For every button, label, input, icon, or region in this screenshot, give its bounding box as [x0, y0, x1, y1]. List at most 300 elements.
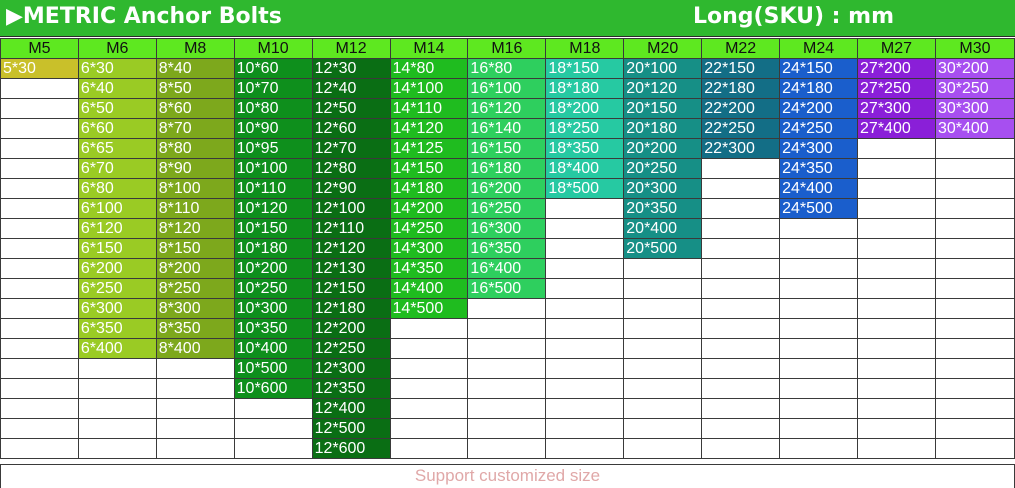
size-cell-m12: 12*90	[312, 179, 390, 199]
table-row	[1, 239, 1015, 259]
empty-cell	[624, 259, 702, 279]
size-cell-m24: 24*350	[780, 159, 858, 179]
size-cell-m12: 12*120	[312, 239, 390, 259]
empty-cell	[1, 99, 79, 119]
size-cell-m12: 12*30	[312, 59, 390, 79]
column-header-m16: M16	[468, 39, 546, 59]
size-cell-m20: 20*350	[624, 199, 702, 219]
size-cell-m18: 18*350	[546, 139, 624, 159]
column-header-m10: M10	[234, 39, 312, 59]
size-cell-m12: 12*200	[312, 319, 390, 339]
size-cell-m30: 30*250	[935, 79, 1014, 99]
empty-cell	[702, 399, 780, 419]
empty-cell	[780, 299, 858, 319]
size-cell-m8: 8*150	[156, 239, 234, 259]
size-cell-m10: 10*100	[234, 159, 312, 179]
size-cell-m14: 14*200	[390, 199, 468, 219]
empty-cell	[935, 179, 1014, 199]
empty-cell	[1, 379, 79, 399]
size-cell-m10: 10*300	[234, 299, 312, 319]
size-cell-m10: 10*150	[234, 219, 312, 239]
empty-cell	[1, 359, 79, 379]
size-cell-m6: 6*250	[78, 279, 156, 299]
empty-cell	[156, 399, 234, 419]
empty-cell	[702, 159, 780, 179]
size-cell-m8: 8*350	[156, 319, 234, 339]
size-cell-m12: 12*50	[312, 99, 390, 119]
size-cell-m10: 10*350	[234, 319, 312, 339]
empty-cell	[780, 279, 858, 299]
size-cell-m14: 14*80	[390, 59, 468, 79]
table-row	[1, 419, 1015, 439]
size-cell-m14: 14*180	[390, 179, 468, 199]
size-cell-m8: 8*200	[156, 259, 234, 279]
empty-cell	[935, 139, 1014, 159]
size-cell-m20: 20*200	[624, 139, 702, 159]
size-cell-m12: 12*80	[312, 159, 390, 179]
empty-cell	[78, 359, 156, 379]
size-cell-m10: 10*60	[234, 59, 312, 79]
table-row	[1, 319, 1015, 339]
table-row	[1, 399, 1015, 419]
empty-cell	[780, 379, 858, 399]
size-cell-m24: 24*200	[780, 99, 858, 119]
size-cell-m12: 12*40	[312, 79, 390, 99]
size-cell-m6: 6*100	[78, 199, 156, 219]
size-cell-m8: 8*250	[156, 279, 234, 299]
empty-cell	[702, 439, 780, 459]
empty-cell	[546, 359, 624, 379]
empty-cell	[702, 179, 780, 199]
empty-cell	[935, 339, 1014, 359]
size-cell-m16: 16*80	[468, 59, 546, 79]
table-row	[1, 59, 1015, 79]
empty-cell	[1, 179, 79, 199]
size-cell-m18: 18*150	[546, 59, 624, 79]
empty-cell	[156, 439, 234, 459]
empty-cell	[858, 439, 936, 459]
empty-cell	[702, 319, 780, 339]
empty-cell	[468, 419, 546, 439]
size-cell-m24: 24*250	[780, 119, 858, 139]
size-cell-m20: 20*150	[624, 99, 702, 119]
empty-cell	[624, 299, 702, 319]
empty-cell	[78, 439, 156, 459]
empty-cell	[935, 299, 1014, 319]
empty-cell	[1, 419, 79, 439]
empty-cell	[858, 359, 936, 379]
size-cell-m6: 6*40	[78, 79, 156, 99]
empty-cell	[624, 359, 702, 379]
size-cell-m10: 10*120	[234, 199, 312, 219]
empty-cell	[858, 299, 936, 319]
empty-cell	[935, 359, 1014, 379]
table-row	[1, 339, 1015, 359]
size-cell-m12: 12*350	[312, 379, 390, 399]
column-header-m12: M12	[312, 39, 390, 59]
size-cell-m18: 18*500	[546, 179, 624, 199]
size-cell-m6: 6*50	[78, 99, 156, 119]
size-cell-m6: 6*120	[78, 219, 156, 239]
table-row	[1, 299, 1015, 319]
empty-cell	[624, 379, 702, 399]
empty-cell	[858, 239, 936, 259]
empty-cell	[780, 439, 858, 459]
size-cell-m20: 20*250	[624, 159, 702, 179]
empty-cell	[935, 219, 1014, 239]
empty-cell	[702, 239, 780, 259]
size-cell-m16: 16*100	[468, 79, 546, 99]
empty-cell	[702, 259, 780, 279]
size-cell-m10: 10*90	[234, 119, 312, 139]
empty-cell	[1, 219, 79, 239]
empty-cell	[546, 259, 624, 279]
empty-cell	[1, 299, 79, 319]
empty-cell	[468, 399, 546, 419]
empty-cell	[1, 399, 79, 419]
empty-cell	[468, 299, 546, 319]
size-cell-m16: 16*300	[468, 219, 546, 239]
empty-cell	[702, 299, 780, 319]
size-cell-m12: 12*60	[312, 119, 390, 139]
table-row	[1, 199, 1015, 219]
size-cell-m8: 8*80	[156, 139, 234, 159]
empty-cell	[1, 119, 79, 139]
anchor-bolt-table	[0, 38, 1015, 459]
empty-cell	[624, 339, 702, 359]
size-cell-m14: 14*350	[390, 259, 468, 279]
empty-cell	[546, 199, 624, 219]
size-cell-m27: 27*300	[858, 99, 936, 119]
size-cell-m30: 30*200	[935, 59, 1014, 79]
empty-cell	[858, 139, 936, 159]
empty-cell	[858, 199, 936, 219]
empty-cell	[546, 399, 624, 419]
empty-cell	[390, 339, 468, 359]
size-cell-m22: 22*150	[702, 59, 780, 79]
empty-cell	[702, 219, 780, 239]
size-cell-m5: 5*30	[1, 59, 79, 79]
table-row	[1, 79, 1015, 99]
column-header-m6: M6	[78, 39, 156, 59]
size-cell-m16: 16*500	[468, 279, 546, 299]
empty-cell	[468, 379, 546, 399]
empty-cell	[780, 399, 858, 419]
size-cell-m6: 6*30	[78, 59, 156, 79]
column-header-m24: M24	[780, 39, 858, 59]
empty-cell	[546, 299, 624, 319]
empty-cell	[1, 199, 79, 219]
table-row	[1, 359, 1015, 379]
empty-cell	[780, 259, 858, 279]
size-cell-m10: 10*70	[234, 79, 312, 99]
empty-cell	[1, 259, 79, 279]
empty-cell	[1, 339, 79, 359]
size-cell-m18: 18*250	[546, 119, 624, 139]
size-cell-m16: 16*180	[468, 159, 546, 179]
size-cell-m20: 20*500	[624, 239, 702, 259]
empty-cell	[858, 259, 936, 279]
size-cell-m6: 6*150	[78, 239, 156, 259]
empty-cell	[858, 399, 936, 419]
size-cell-m16: 16*400	[468, 259, 546, 279]
size-cell-m8: 8*110	[156, 199, 234, 219]
empty-cell	[546, 319, 624, 339]
size-cell-m16: 16*200	[468, 179, 546, 199]
table-row	[1, 139, 1015, 159]
customization-note: Support customized size	[0, 464, 1015, 488]
empty-cell	[78, 399, 156, 419]
size-cell-m14: 14*250	[390, 219, 468, 239]
column-header-m14: M14	[390, 39, 468, 59]
size-cell-m6: 6*70	[78, 159, 156, 179]
empty-cell	[780, 239, 858, 259]
size-cell-m10: 10*180	[234, 239, 312, 259]
size-cell-m6: 6*65	[78, 139, 156, 159]
empty-cell	[935, 259, 1014, 279]
empty-cell	[624, 439, 702, 459]
size-cell-m22: 22*300	[702, 139, 780, 159]
empty-cell	[858, 219, 936, 239]
size-cell-m6: 6*400	[78, 339, 156, 359]
size-cell-m22: 22*180	[702, 79, 780, 99]
size-cell-m20: 20*300	[624, 179, 702, 199]
column-header-m8: M8	[156, 39, 234, 59]
empty-cell	[935, 199, 1014, 219]
size-cell-m24: 24*400	[780, 179, 858, 199]
size-cell-m24: 24*500	[780, 199, 858, 219]
empty-cell	[546, 379, 624, 399]
size-cell-m16: 16*250	[468, 199, 546, 219]
size-cell-m24: 24*180	[780, 79, 858, 99]
table-row	[1, 439, 1015, 459]
empty-cell	[1, 279, 79, 299]
table-row	[1, 379, 1015, 399]
size-cell-m14: 14*300	[390, 239, 468, 259]
table-row	[1, 119, 1015, 139]
size-cell-m14: 14*500	[390, 299, 468, 319]
size-cell-m20: 20*180	[624, 119, 702, 139]
empty-cell	[546, 239, 624, 259]
empty-cell	[702, 339, 780, 359]
empty-cell	[935, 279, 1014, 299]
size-cell-m8: 8*90	[156, 159, 234, 179]
empty-cell	[858, 419, 936, 439]
empty-cell	[468, 319, 546, 339]
empty-cell	[702, 379, 780, 399]
size-cell-m6: 6*80	[78, 179, 156, 199]
size-cell-m8: 8*50	[156, 79, 234, 99]
empty-cell	[935, 159, 1014, 179]
size-cell-m14: 14*125	[390, 139, 468, 159]
empty-cell	[624, 399, 702, 419]
size-cell-m12: 12*180	[312, 299, 390, 319]
size-cell-m30: 30*400	[935, 119, 1014, 139]
size-cell-m12: 12*250	[312, 339, 390, 359]
empty-cell	[156, 379, 234, 399]
size-cell-m12: 12*110	[312, 219, 390, 239]
table-row	[1, 219, 1015, 239]
table-row	[1, 259, 1015, 279]
empty-cell	[546, 439, 624, 459]
size-cell-m8: 8*300	[156, 299, 234, 319]
size-cell-m14: 14*100	[390, 79, 468, 99]
size-cell-m16: 16*140	[468, 119, 546, 139]
empty-cell	[1, 139, 79, 159]
size-cell-m24: 24*300	[780, 139, 858, 159]
empty-cell	[390, 439, 468, 459]
empty-cell	[858, 319, 936, 339]
size-cell-m6: 6*300	[78, 299, 156, 319]
header-row	[1, 39, 1015, 59]
size-cell-m8: 8*120	[156, 219, 234, 239]
empty-cell	[1, 239, 79, 259]
size-cell-m10: 10*200	[234, 259, 312, 279]
column-header-m5: M5	[1, 39, 79, 59]
empty-cell	[546, 219, 624, 239]
empty-cell	[468, 439, 546, 459]
size-cell-m30: 30*300	[935, 99, 1014, 119]
empty-cell	[935, 399, 1014, 419]
size-cell-m6: 6*60	[78, 119, 156, 139]
title-divider	[0, 36, 1015, 37]
size-cell-m12: 12*600	[312, 439, 390, 459]
empty-cell	[935, 439, 1014, 459]
empty-cell	[624, 319, 702, 339]
empty-cell	[390, 419, 468, 439]
size-cell-m10: 10*500	[234, 359, 312, 379]
size-cell-m20: 20*100	[624, 59, 702, 79]
size-cell-m6: 6*350	[78, 319, 156, 339]
size-cell-m10: 10*110	[234, 179, 312, 199]
empty-cell	[1, 439, 79, 459]
empty-cell	[702, 359, 780, 379]
empty-cell	[234, 439, 312, 459]
empty-cell	[390, 319, 468, 339]
size-cell-m10: 10*600	[234, 379, 312, 399]
size-cell-m12: 12*130	[312, 259, 390, 279]
column-header-m20: M20	[624, 39, 702, 59]
empty-cell	[935, 379, 1014, 399]
empty-cell	[858, 179, 936, 199]
size-cell-m10: 10*80	[234, 99, 312, 119]
column-header-m27: M27	[858, 39, 936, 59]
column-header-m30: M30	[935, 39, 1014, 59]
empty-cell	[935, 319, 1014, 339]
empty-cell	[1, 319, 79, 339]
size-cell-m12: 12*500	[312, 419, 390, 439]
size-cell-m18: 18*200	[546, 99, 624, 119]
table-row	[1, 99, 1015, 119]
table-row	[1, 279, 1015, 299]
size-cell-m22: 22*200	[702, 99, 780, 119]
size-cell-m14: 14*110	[390, 99, 468, 119]
size-cell-m10: 10*400	[234, 339, 312, 359]
table-row	[1, 179, 1015, 199]
table-row	[1, 159, 1015, 179]
size-cell-m10: 10*95	[234, 139, 312, 159]
size-cell-m18: 18*180	[546, 79, 624, 99]
empty-cell	[78, 419, 156, 439]
title-bar	[0, 0, 1015, 36]
empty-cell	[1, 79, 79, 99]
size-cell-m27: 27*250	[858, 79, 936, 99]
size-cell-m10: 10*250	[234, 279, 312, 299]
size-cell-m27: 27*200	[858, 59, 936, 79]
unit-label: Long(SKU) : mm	[693, 4, 894, 29]
size-cell-m12: 12*300	[312, 359, 390, 379]
page-title: ▶METRIC Anchor Bolts	[6, 4, 282, 29]
empty-cell	[780, 339, 858, 359]
empty-cell	[1, 159, 79, 179]
empty-cell	[780, 419, 858, 439]
size-cell-m20: 20*120	[624, 79, 702, 99]
empty-cell	[858, 279, 936, 299]
empty-cell	[624, 279, 702, 299]
size-cell-m8: 8*70	[156, 119, 234, 139]
empty-cell	[858, 339, 936, 359]
empty-cell	[546, 279, 624, 299]
empty-cell	[468, 359, 546, 379]
column-header-m22: M22	[702, 39, 780, 59]
size-cell-m14: 14*150	[390, 159, 468, 179]
size-cell-m12: 12*400	[312, 399, 390, 419]
size-cell-m8: 8*400	[156, 339, 234, 359]
empty-cell	[935, 239, 1014, 259]
empty-cell	[702, 199, 780, 219]
empty-cell	[390, 399, 468, 419]
empty-cell	[858, 159, 936, 179]
size-cell-m27: 27*400	[858, 119, 936, 139]
empty-cell	[702, 419, 780, 439]
empty-cell	[234, 419, 312, 439]
empty-cell	[234, 399, 312, 419]
empty-cell	[546, 339, 624, 359]
size-cell-m12: 12*100	[312, 199, 390, 219]
size-cell-m24: 24*150	[780, 59, 858, 79]
column-header-m18: M18	[546, 39, 624, 59]
size-cell-m8: 8*40	[156, 59, 234, 79]
size-cell-m14: 14*120	[390, 119, 468, 139]
empty-cell	[935, 419, 1014, 439]
size-cell-m16: 16*350	[468, 239, 546, 259]
size-cell-m12: 12*150	[312, 279, 390, 299]
empty-cell	[390, 379, 468, 399]
size-cell-m8: 8*60	[156, 99, 234, 119]
size-cell-m18: 18*400	[546, 159, 624, 179]
size-cell-m6: 6*200	[78, 259, 156, 279]
size-cell-m8: 8*100	[156, 179, 234, 199]
empty-cell	[624, 419, 702, 439]
empty-cell	[546, 419, 624, 439]
empty-cell	[858, 379, 936, 399]
empty-cell	[78, 379, 156, 399]
empty-cell	[702, 279, 780, 299]
empty-cell	[780, 219, 858, 239]
size-cell-m16: 16*120	[468, 99, 546, 119]
size-cell-m14: 14*400	[390, 279, 468, 299]
size-cell-m12: 12*70	[312, 139, 390, 159]
empty-cell	[780, 319, 858, 339]
empty-cell	[780, 359, 858, 379]
empty-cell	[156, 419, 234, 439]
empty-cell	[390, 359, 468, 379]
empty-cell	[468, 339, 546, 359]
size-cell-m16: 16*150	[468, 139, 546, 159]
size-cell-m22: 22*250	[702, 119, 780, 139]
size-cell-m20: 20*400	[624, 219, 702, 239]
empty-cell	[156, 359, 234, 379]
